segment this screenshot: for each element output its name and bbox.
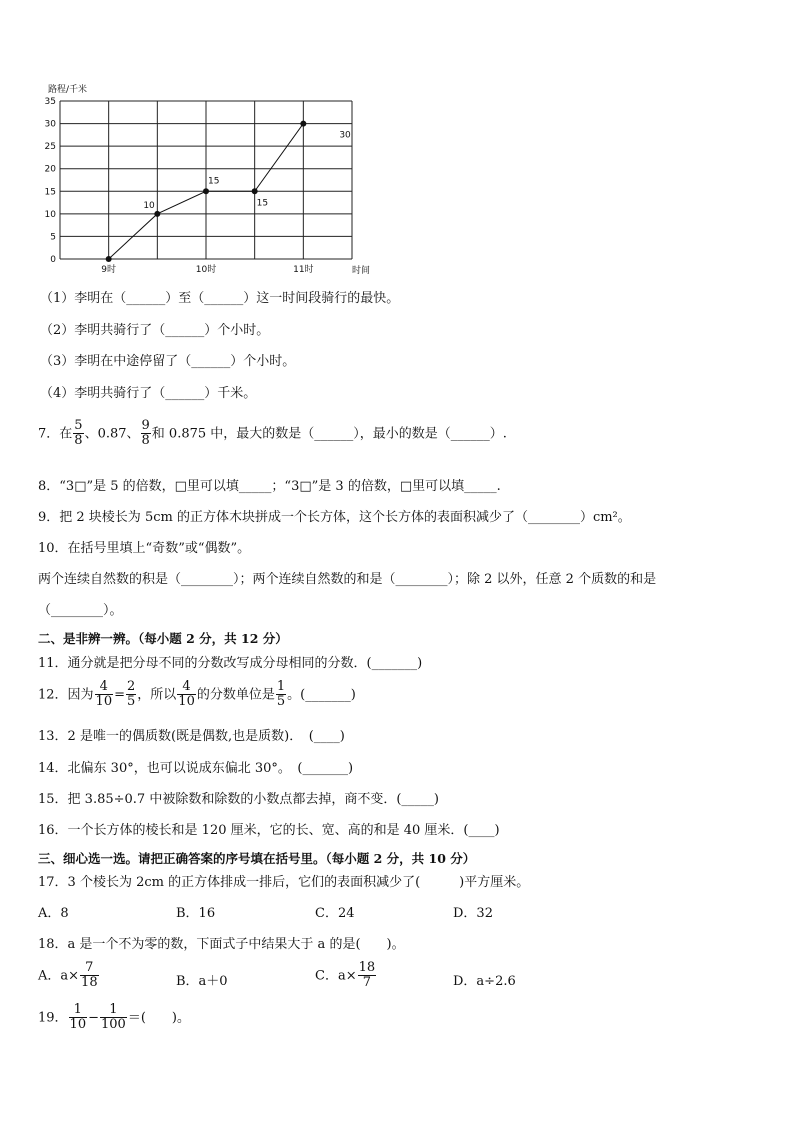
question-9: 9．把 2 块棱长为 5cm 的正方体木块拼成一个长方体，这个长方体的表面积减少了（________）cm²。 <box>38 510 631 525</box>
data-point <box>154 211 160 217</box>
data-label: 15 <box>256 198 269 209</box>
data-point <box>203 188 209 194</box>
y-axis-label: 路程/千米 <box>48 85 88 95</box>
q18-option-a: A．a× $\frac{7}{18}$ <box>38 960 98 991</box>
question-17: 17．3 个棱长为 2cm 的正方体排成一排后，它们的表面积减少了( )平方厘米。 <box>38 875 530 890</box>
q18-option-b: B．a＋0 <box>176 974 228 989</box>
data-label: 10 <box>143 200 155 211</box>
q7-suffix: 和 0.875 中，最大的数是（______），最小的数是（______）. <box>151 426 507 442</box>
question-16: 16．一个长方体的棱长和是 120 厘米，它的长、宽、高的和是 40 厘米．(____) <box>38 823 500 838</box>
y-tick-label: 15 <box>44 187 56 198</box>
q19-fraction-2: $\frac{1}{100}$ <box>101 1002 126 1033</box>
q18-option-c: C．a× $\frac{18}{7}$ <box>315 960 376 991</box>
question-10-line2: （________）。 <box>38 603 123 618</box>
x-tick-label: 10时 <box>195 265 217 275</box>
question-11: 11．通分就是把分母不同的分数改写成分母相同的分数．(_______) <box>38 656 423 671</box>
y-tick-label: 20 <box>44 164 56 175</box>
data-point <box>252 188 258 194</box>
chart-grid <box>60 101 352 259</box>
question-10-line1: 两个连续自然数的积是（________）；两个连续自然数的和是（________）；除 2 以外，任意 2 个质数的和是 <box>38 572 657 587</box>
data-point <box>300 121 306 127</box>
q7-mid: 、0.87、 <box>84 426 140 442</box>
y-tick-label: 10 <box>44 209 56 220</box>
question-12: 12．因为 $\frac{4}{10}$ = $\frac{2}{5}$ ，所以 $\frac{4}{10}$ 的分数单位是 $\frac{1}{5}$ 。(_______) <box>38 679 356 710</box>
q12-fraction-4: $\frac{1}{5}$ <box>276 679 286 710</box>
q18-c-fraction: $\frac{18}{7}$ <box>358 960 376 991</box>
q18-option-d: D．a÷2.6 <box>453 974 516 989</box>
q12-fraction-2: $\frac{2}{5}$ <box>127 679 136 710</box>
q6-sub4: （4）李明共骑行了（______）千米。 <box>40 386 257 401</box>
q6-sub2: （2）李明共骑行了（______）个小时。 <box>40 323 270 338</box>
question-10-title: 10．在括号里填上“奇数”或“偶数”。 <box>38 541 251 556</box>
x-tick-label: 11时 <box>293 265 314 275</box>
question-14: 14．北偏东 30°，也可以说成东偏北 30°。 (_______) <box>38 761 354 776</box>
y-tick-label: 35 <box>44 97 56 107</box>
x-axis-label: 时间 <box>352 266 371 276</box>
q6-sub3: （3）李明在中途停留了（______）个小时。 <box>40 354 296 369</box>
question-13: 13．2 是唯一的偶质数(既是偶数,也是质数)． (____) <box>38 729 345 744</box>
q6-sub1: （1）李明在（______）至（______）这一时间段骑行的最快。 <box>40 291 400 306</box>
q7-prefix: 7．在 <box>38 426 73 442</box>
distance-time-chart <box>30 78 390 280</box>
question-8: 8．“3□”是 5 的倍数，□里可以填_____；“3□”是 3 的倍数，□里可以填_____. <box>38 479 501 494</box>
q12-fraction-3: $\frac{4}{10}$ <box>178 679 195 710</box>
y-tick-label: 5 <box>50 232 56 243</box>
q12-fraction-1: $\frac{4}{10}$ <box>95 679 113 710</box>
x-tick-label: 9时 <box>101 265 117 275</box>
data-label: 30 <box>339 130 351 141</box>
section-3-heading: 三、细心选一选。请把正确答案的序号填在括号里。（每小题 2 分，共 10 分） <box>38 851 476 866</box>
y-tick-label: 30 <box>44 119 56 130</box>
q17-option-b: B．16 <box>176 906 216 921</box>
data-point <box>106 256 112 262</box>
data-label: 15 <box>208 176 220 187</box>
question-15: 15．把 3.85÷0.7 中被除数和除数的小数点都去掉，商不变．(_____) <box>38 792 439 807</box>
question-18: 18．a 是一个不为零的数，下面式子中结果大于 a 的是( )。 <box>38 937 405 952</box>
section-2-heading: 二、是非辨一辨。（每小题 2 分，共 12 分） <box>38 631 288 646</box>
q7-fraction-1: $\frac{5}{8}$ <box>74 418 83 449</box>
q17-option-a: A．8 <box>38 906 69 921</box>
q18-a-fraction: $\frac{7}{18}$ <box>81 960 98 991</box>
q17-option-d: D．32 <box>453 906 493 921</box>
question-19: 19． $\frac{1}{10}$ − $\frac{1}{100}$ ＝( )。 <box>38 1002 190 1033</box>
q17-option-c: C．24 <box>315 906 355 921</box>
q19-fraction-1: $\frac{1}{10}$ <box>69 1002 87 1033</box>
y-tick-label: 25 <box>44 142 56 153</box>
y-tick-label: 0 <box>50 255 56 265</box>
q7-fraction-2: $\frac{9}{8}$ <box>141 418 150 449</box>
question-7 <box>38 419 507 449</box>
